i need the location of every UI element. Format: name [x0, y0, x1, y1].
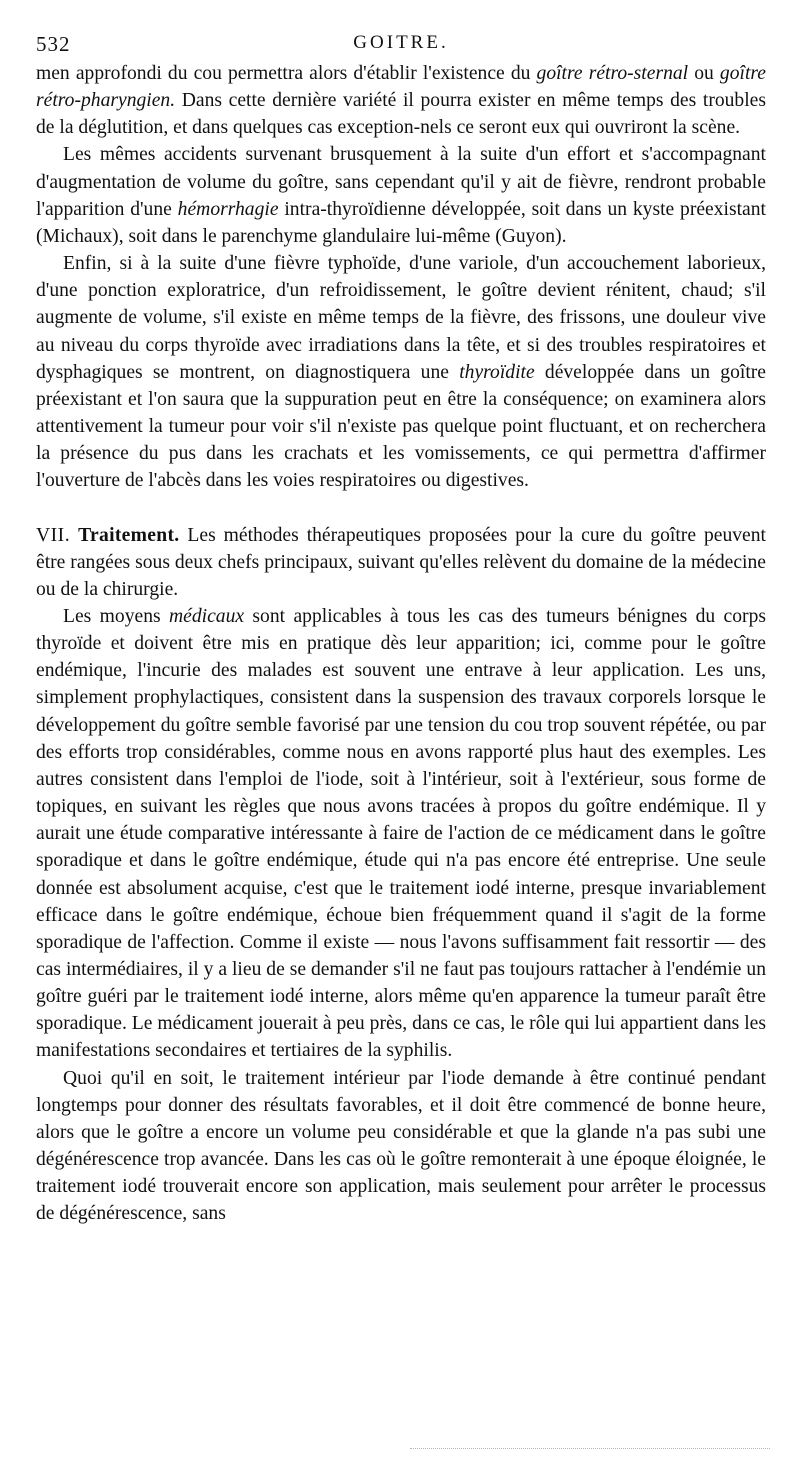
- text-run: ou: [688, 63, 720, 84]
- running-head: [36, 24, 766, 60]
- chapter-heading: GOITRE.: [353, 32, 449, 53]
- italic-term: goître rétro-pharyngien.: [36, 63, 766, 112]
- italic-term: hémorrhagie: [177, 198, 279, 220]
- section-title: Traitement.: [78, 524, 180, 546]
- text-run: Enfin, si à la suite d'une fièvre typhoïde, d'une variole, d'un accouchement laborieux, d'une ponction exploratrice, d'un refroidissement, le goître devient rénitent, chaud; s'il augmente de volume, s'il existe en même temps de la fièvre, des frissons, une douleur vive au niveau du corps thyroïde avec irradiations dans la tête, et si des troubles respiratoires et dysphagiques se montrent, on diagnostiquera une: [36, 253, 766, 383]
- paragraph-hemorrhage: [36, 141, 766, 250]
- italic-term: goître rétro-sternal: [536, 63, 689, 84]
- body-text: [36, 60, 766, 1228]
- text-run: Quoi qu'il en soit, le traitement intérieur par l'iode demande à être continué pendant longtemps pour donner des résultats favorables, et il doit être commencé de bonne heure, alors que le goître a encore un volume peu considérable et que la glande n'a pas subi une dégénérescence trop avancée. Dans les cas où le goître remonterait à une époque éloignée, le traitement iodé trouverait encore son application, mais seulement pour arrêter le processus de dégénérescence, sans: [36, 1067, 766, 1225]
- italic-term: thyroïdite: [459, 361, 535, 383]
- section-number: VII.: [36, 524, 71, 546]
- text-run: Les méthodes thérapeutiques proposées pour la cure du goître peuvent être rangées sous deux chefs principaux, suivant qu'elles relèvent du domaine de la médecine ou de la chirurgie.: [36, 524, 766, 600]
- text-run: développée dans un goître préexistant et l'on saura que la suppuration peut en être la conséquence; on examinera alors attentivement la tumeur pour voir s'il n'existe pas quelque point fluctuant, et on recherchera la présence du pus dans les crachats et les vomissements, ce qui permettra d'affirmer l'ouverture de l'abcès dans les voies respiratoires ou digestives.: [36, 361, 766, 492]
- italic-term: médicaux: [168, 605, 245, 627]
- paragraph-thyroiditis: [36, 250, 766, 494]
- page-number: 532: [36, 32, 71, 56]
- section-heading-paragraph: [36, 522, 766, 603]
- text-run: intra-thyroïdienne développée, soit dans un kyste préexistant (Michaux), soit dans le parenchyme glandulaire lui-même (Guyon).: [36, 198, 766, 247]
- paragraph-continued: [36, 60, 766, 141]
- paragraph-medical-means: [36, 603, 766, 1065]
- paragraph-iodine-treatment: [36, 1065, 766, 1228]
- section-gap: [36, 495, 766, 522]
- text-run: men approfondi du cou permettra alors d'établir l'existence du: [36, 63, 537, 84]
- text-run: Dans cette dernière variété il pourra exister en même temps des troubles de la déglutition, et dans quelques cas exception-nels ce seront eux qui ouvriront la scène.: [36, 90, 766, 139]
- text-run: sont applicables à tous les cas des tumeurs bénignes du corps thyroïde et doivent être mis en pratique dès leur apparition; ici, comme pour le goître endémique, l'incurie des malades est souvent une entrave à leur application. Les uns, simplement prophylactiques, consistent dans la suspension des travaux corporels lorsque le développement du goître semble favorisé par une tension du cou trop souvent répétée, ou par des efforts trop considérables, comme nous en avons rapporté plus haut des exemples. Les autres consistent dans l'emploi de l'iode, soit à l'intérieur, soit à l'extérieur, sous forme de topiques, en suivant les règles que nous avons tracées à propos du goître endémique. Il y aurait une étude comparative intéressante à faire de l'action de ce médicament dans le goître sporadique et dans le goître endémique, étude qui n'a pas encore été entreprise. Une seule donnée est absolument acquise, c'est que le traitement iodé interne, presque invariablement efficace dans le goître endémique, échoue bien fréquemment quand il s'agit de la forme sporadique de l'affection. Comme il existe — nous l'avons suffisamment fait ressortir — des cas intermédiaires, il y a lieu de se demander s'il ne faut pas toujours rattacher à l'endémie un goître guéri par le traitement iodé interne, alors même qu'en apparence la tumeur paraît être sporadique. Le médicament jouerait à peu près, dans ce cas, le rôle qui lui appartient dans les manifestations secondaires et tertiaires de la syphilis.: [36, 605, 766, 1062]
- text-run: Les mêmes accidents survenant brusquement à la suite d'un effort et s'accompagnant d'augmentation de volume du goître, sans cependant qu'il y ait de fièvre, rendront probable l'apparition d'une: [36, 144, 766, 220]
- text-run: Les moyens: [63, 605, 169, 627]
- bottom-bleed-line: [410, 1448, 770, 1449]
